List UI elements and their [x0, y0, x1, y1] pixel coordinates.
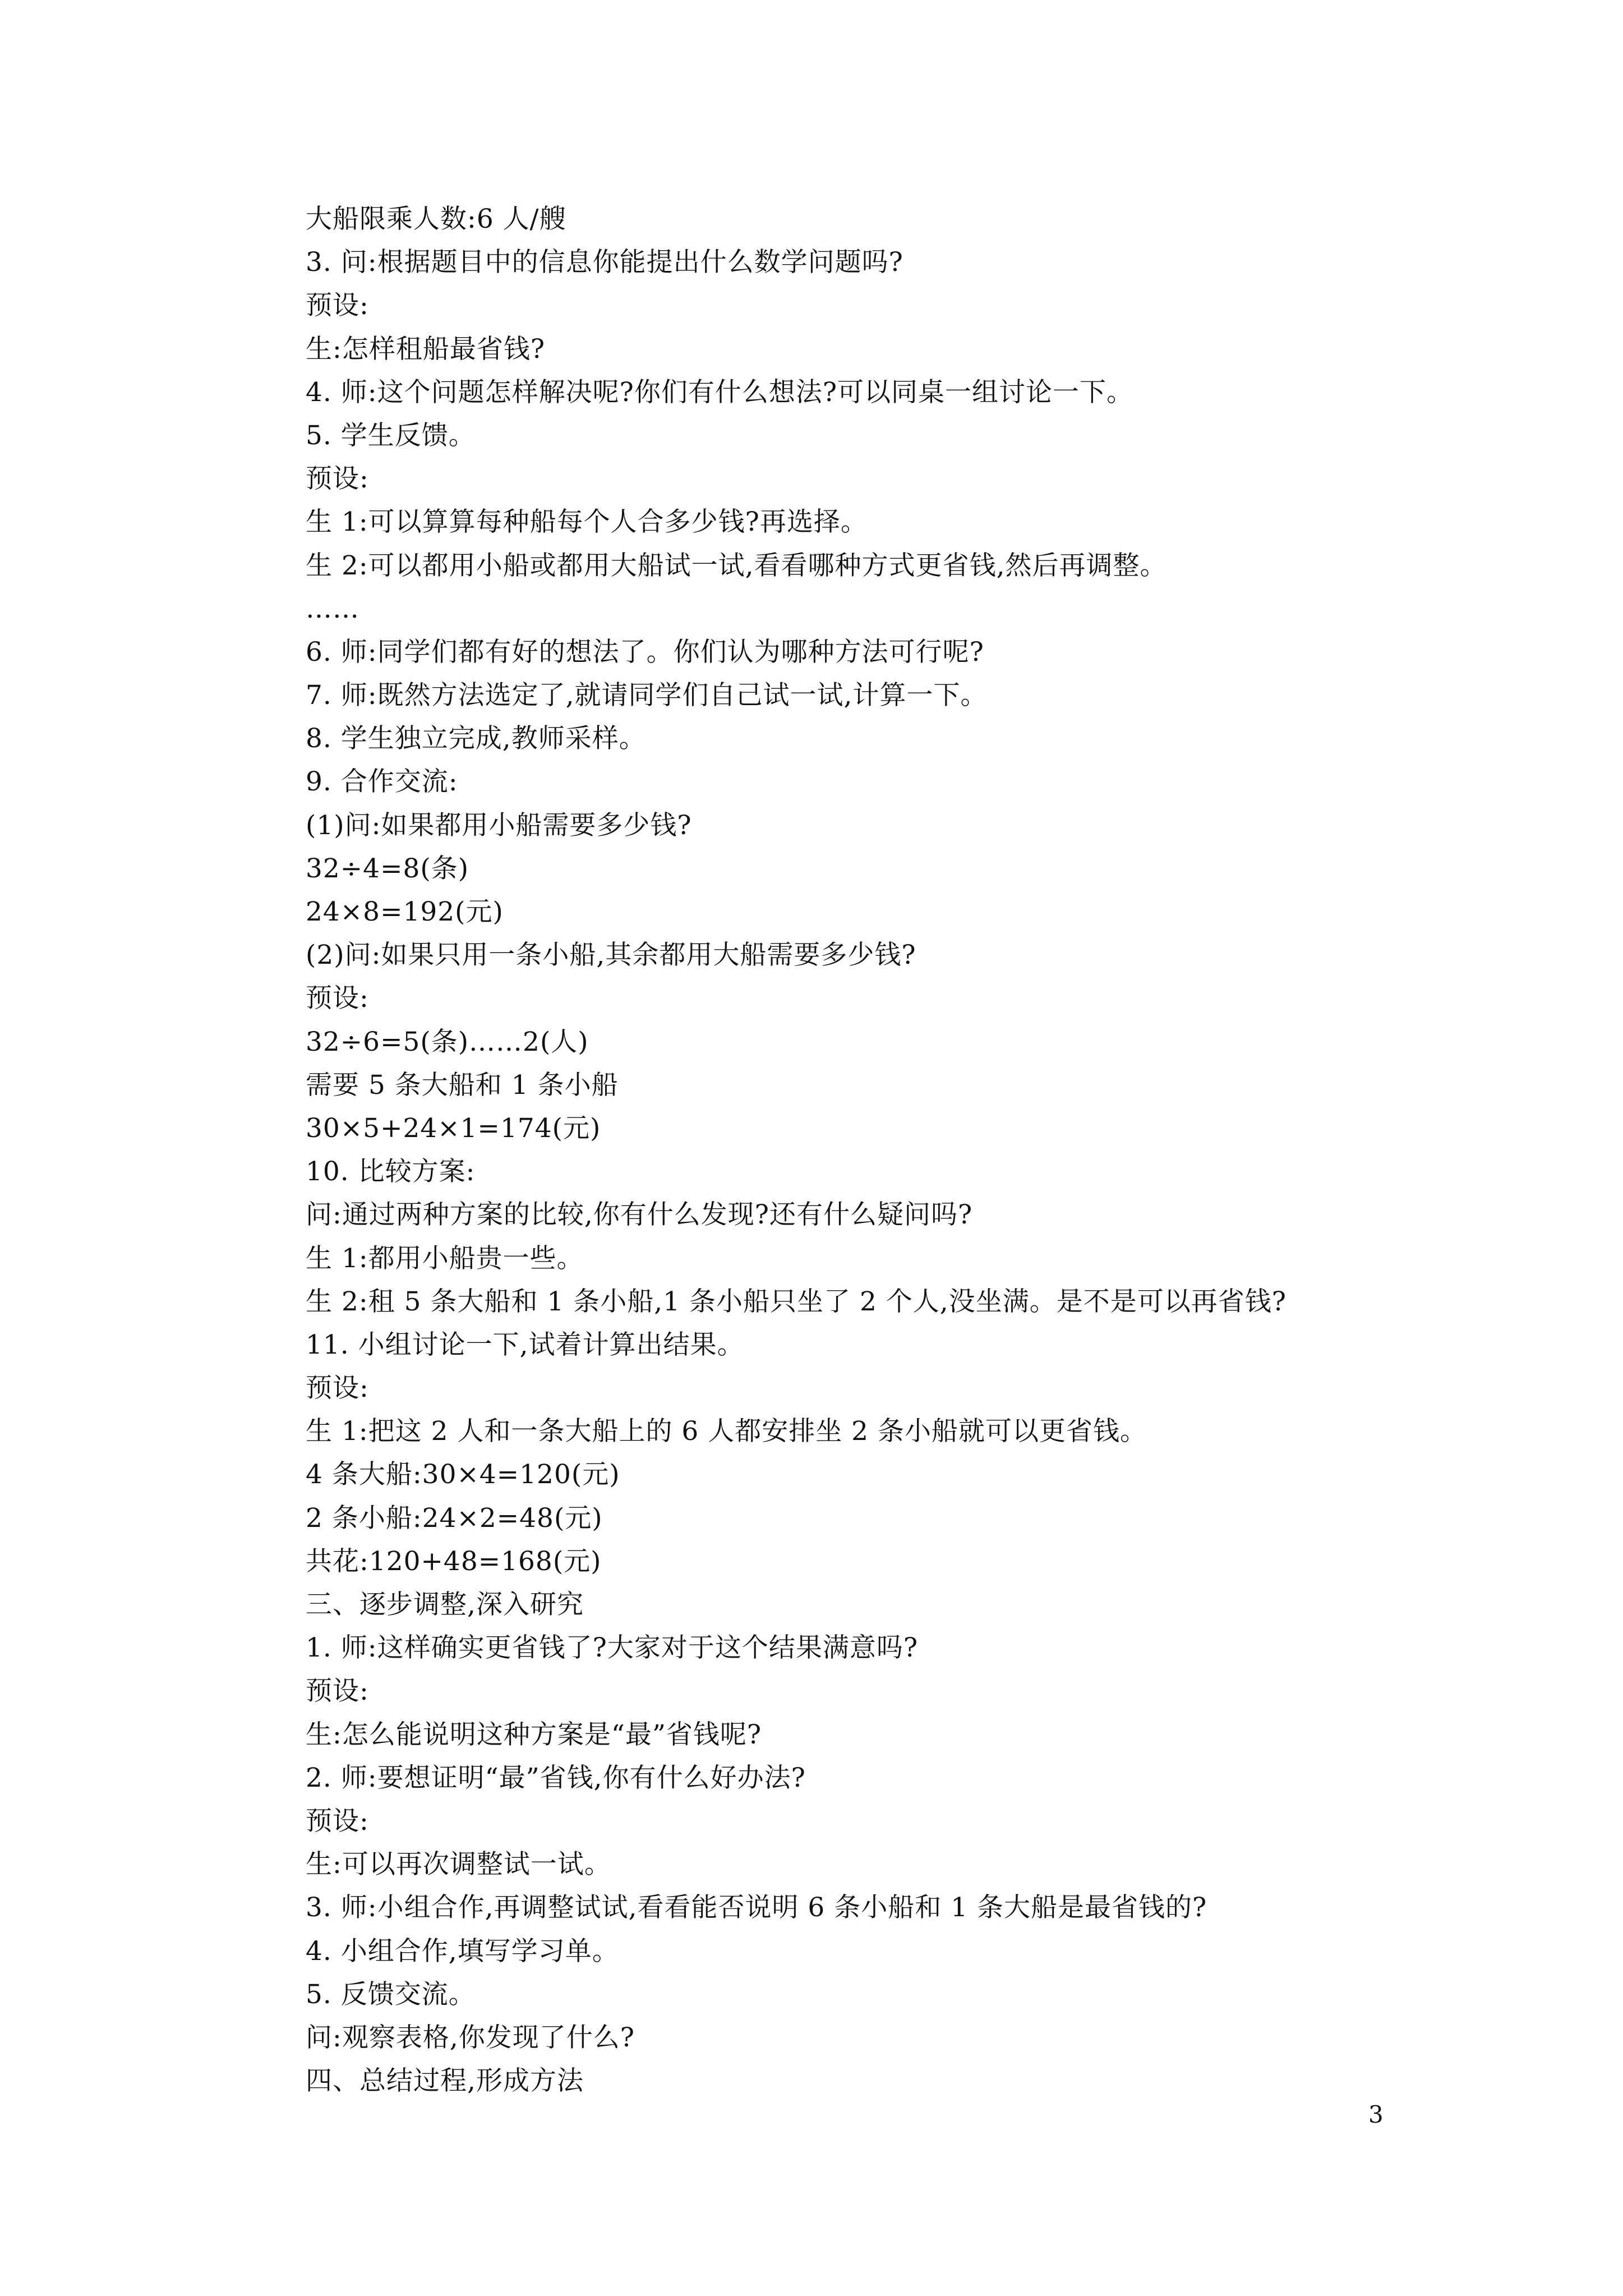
text-line: (2)问:如果只用一条小船,其余都用大船需要多少钱?	[306, 940, 916, 971]
text-line: 预设:	[306, 1805, 369, 1837]
text-line: 8. 学生独立完成,教师采样。	[306, 723, 646, 754]
text-line: 4. 师:这个问题怎样解决呢?你们有什么想法?可以同桌一组讨论一下。	[306, 376, 1134, 408]
text-line: 生 2:可以都用小船或都用大船试一试,看看哪种方式更省钱,然后再调整。	[306, 550, 1167, 581]
text-line: 生 1:把这 2 人和一条大船上的 6 人都安排坐 2 条小船就可以更省钱。	[306, 1416, 1147, 1447]
text-line: 5. 反馈交流。	[306, 1978, 476, 2010]
text-line: (1)问:如果都用小船需要多少钱?	[306, 809, 692, 841]
text-line: 7. 师:既然方法选定了,就请同学们自己试一试,计算一下。	[306, 680, 988, 711]
page-number: 3	[1368, 2101, 1384, 2128]
text-line: 共花:120+48=168(元)	[306, 1545, 602, 1577]
text-line: 问:观察表格,你发现了什么?	[306, 2022, 635, 2053]
text-line: 预设:	[306, 983, 369, 1014]
text-line: ……	[306, 593, 359, 624]
text-line: 1. 师:这样确实更省钱了?大家对于这个结果满意吗?	[306, 1632, 919, 1664]
text-line: 需要 5 条大船和 1 条小船	[306, 1069, 619, 1101]
text-line: 生:怎么能说明这种方案是“最”省钱呢?	[306, 1719, 762, 1750]
text-line: 10. 比较方案:	[306, 1156, 476, 1188]
text-line: 预设:	[306, 290, 369, 321]
text-line: 生:可以再次调整试一试。	[306, 1849, 611, 1880]
text-line: 24×8=192(元)	[306, 896, 504, 927]
text-line: 11. 小组讨论一下,试着计算出结果。	[306, 1329, 744, 1360]
text-line: 4 条大船:30×4=120(元)	[306, 1459, 620, 1490]
text-line: 生 2:租 5 条大船和 1 条小船,1 条小船只坐了 2 个人,没坐满。是不是可以再省钱?	[306, 1286, 1287, 1317]
section-heading: 三、逐步调整,深入研究	[306, 1589, 584, 1620]
text-line: 2 条小船:24×2=48(元)	[306, 1502, 603, 1534]
text-line: 9. 合作交流:	[306, 766, 458, 798]
text-line: 5. 学生反馈。	[306, 420, 476, 451]
text-line: 32÷6=5(条)……2(人)	[306, 1026, 589, 1057]
text-line: 预设:	[306, 463, 369, 495]
text-line: 2. 师:要想证明“最”省钱,你有什么好办法?	[306, 1762, 806, 1793]
text-line: 预设:	[306, 1373, 369, 1404]
text-line: 4. 小组合作,填写学习单。	[306, 1935, 619, 1967]
text-line: 问:通过两种方案的比较,你有什么发现?还有什么疑问吗?	[306, 1199, 973, 1231]
text-line: 生 1:可以算算每种船每个人合多少钱?再选择。	[306, 507, 868, 538]
text-line: 预设:	[306, 1676, 369, 1707]
text-line: 3. 师:小组合作,再调整试试,看看能否说明 6 条小船和 1 条大船是最省钱的?	[306, 1892, 1207, 1924]
text-line: 32÷4=8(条)	[306, 853, 469, 884]
text-line: 大船限乘人数:6 人/艘	[306, 204, 566, 234]
text-line: 生:怎样租船最省钱?	[306, 333, 546, 365]
text-line: 6. 师:同学们都有好的想法了。你们认为哪种方法可行呢?	[306, 636, 984, 668]
section-heading: 四、总结过程,形成方法	[306, 2065, 584, 2097]
text-line: 3. 问:根据题目中的信息你能提出什么数学问题吗?	[306, 247, 903, 278]
text-line: 生 1:都用小船贵一些。	[306, 1243, 584, 1274]
body-text	[306, 197, 1483, 2102]
text-line: 30×5+24×1=174(元)	[306, 1112, 601, 1144]
